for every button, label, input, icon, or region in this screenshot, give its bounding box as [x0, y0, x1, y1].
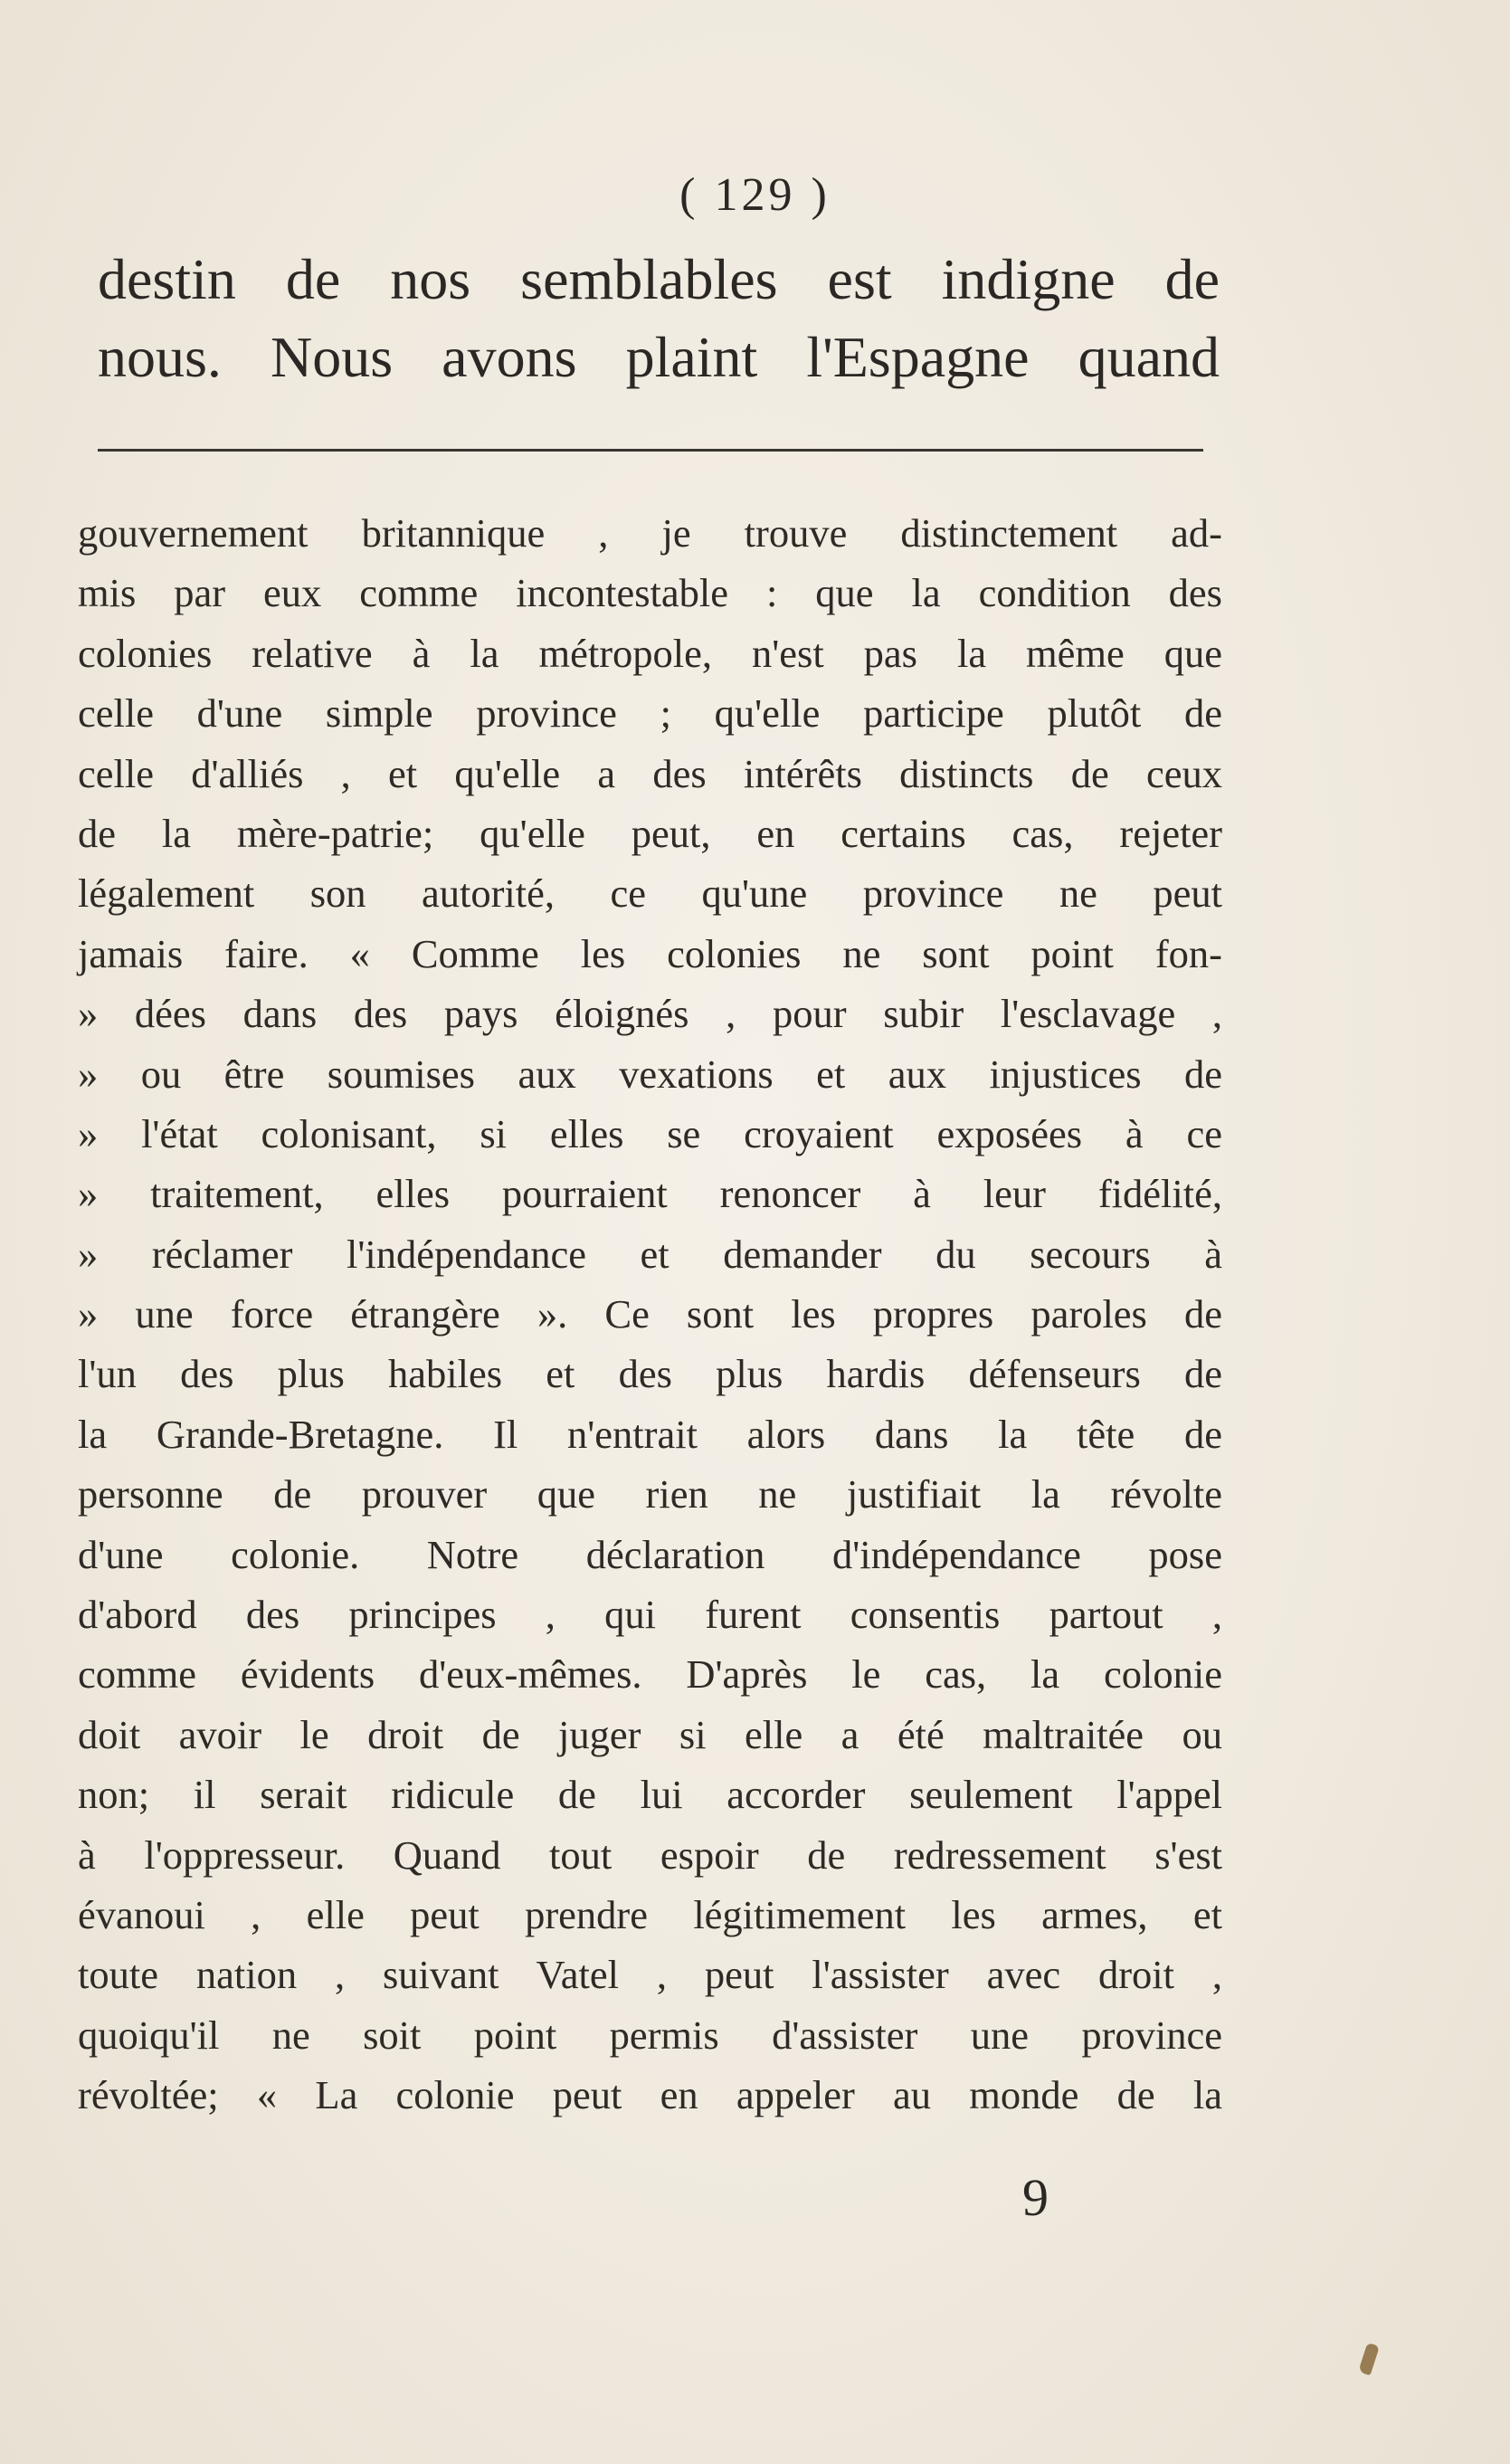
footnote-line: toute nation , suivant Vatel , peut l'assister avec droit ,	[78, 1952, 1222, 1998]
footnote-line: mis par eux comme incontestable : que la condition des	[78, 570, 1222, 616]
footnote	[78, 503, 1222, 2126]
footnote-line: celle d'alliés , et qu'elle a des intérêts distincts de ceux	[78, 750, 1222, 796]
main-text-line	[98, 241, 1220, 319]
footnote-line: jamais faire. « Comme les colonies ne sont point fon-	[78, 930, 1222, 976]
footnote-line: la Grande-Bretagne. Il n'entrait alors dans la tête de	[78, 1411, 1222, 1457]
footnote-line: » l'état colonisant, si elles se croyaient exposées à ce	[78, 1110, 1222, 1156]
ink-blot	[1358, 2343, 1380, 2376]
footnote-line: doit avoir le droit de juger si elle a été maltraitée ou	[78, 1711, 1222, 1757]
footnote-line: évanoui , elle peut prendre légitimement les armes, et	[78, 1891, 1222, 1937]
footnote-line: d'une colonie. Notre déclaration d'indépendance pose	[78, 1531, 1222, 1577]
main-text-line-1: destin de nos semblables est indigne de	[98, 247, 1220, 311]
main-text-line	[98, 319, 1220, 396]
footnote-line: » réclamer l'indépendance et demander du secours à	[78, 1231, 1222, 1277]
footnote-line: comme évidents d'eux-mêmes. D'après le cas, la colonie	[78, 1651, 1222, 1698]
footnote-line: à l'oppresseur. Quand tout espoir de redressement s'est	[78, 1831, 1222, 1878]
footnote-line: de la mère-patrie; qu'elle peut, en certains cas, rejeter	[78, 810, 1222, 856]
footnote-line: celle d'une simple province ; qu'elle participe plutôt de	[78, 690, 1222, 737]
footnote-line: » dées dans des pays éloignés , pour subir l'esclavage ,	[78, 991, 1222, 1037]
footnote-line: d'abord des principes , qui furent consentis partout ,	[78, 1592, 1222, 1638]
footnote-line: légalement son autorité, ce qu'une province ne peut	[78, 870, 1222, 917]
footnote-line: » une force étrangère ». Ce sont les propres paroles de	[78, 1291, 1222, 1337]
main-text	[98, 241, 1220, 396]
signature-mark: 9	[1022, 2168, 1049, 2227]
footnote-line: l'un des plus habiles et des plus hardis défenseurs de	[78, 1351, 1222, 1397]
footnote-line: colonies relative à la métropole, n'est pas la même que	[78, 630, 1222, 676]
footnote-line: personne de prouver que rien ne justifiait la révolte	[78, 1471, 1222, 1517]
main-text-line-2: nous. Nous avons plaint l'Espagne quand	[98, 325, 1220, 389]
footnote-line: révoltée; « La colonie peut en appeler au monde de la	[78, 2072, 1222, 2118]
footnote-line: » ou être soumises aux vexations et aux injustices de	[78, 1051, 1222, 1097]
footnote-line: quoiqu'il ne soit point permis d'assister une province	[78, 2012, 1222, 2058]
footnote-line: non; il serait ridicule de lui accorder seulement l'appel	[78, 1772, 1222, 1818]
footnote-line: » traitement, elles pourraient renoncer à leur fidélité,	[78, 1171, 1222, 1217]
footnote-separator-rule	[98, 449, 1203, 452]
page-number: ( 129 )	[679, 169, 831, 221]
footnote-line: gouvernement britannique , je trouve distinctement ad-	[78, 510, 1222, 556]
